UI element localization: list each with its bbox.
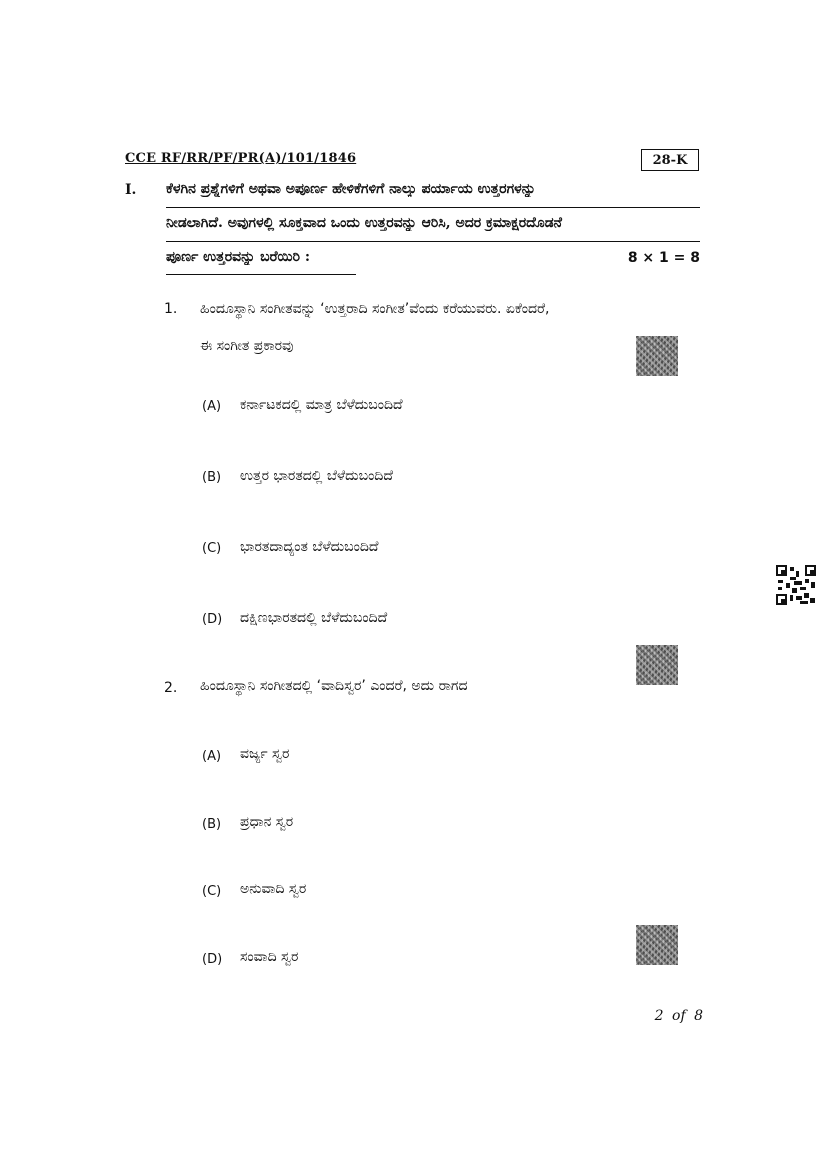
instruction-underline-1 [166, 207, 700, 208]
q2-option-c-label: (C) [202, 884, 222, 899]
question-2-text-line-1: ಹಿಂದೂಸ್ಥಾನಿ ಸಂಗೀತದಲ್ಲಿ ‘ವಾದಿಸ್ವರ’ ಎಂದರೆ, ಅದು ರಾಗದ [200, 678, 468, 694]
instruction-underline-3 [166, 274, 356, 275]
q1-option-a-text: ಕರ್ನಾಟಕದಲ್ಲಿ ಮಾತ್ರ ಬೆಳೆದುಬಂದಿದೆ [240, 397, 403, 413]
q1-option-c-label: (C) [202, 541, 222, 556]
q2-option-c-text: ಅನುವಾದಿ ಸ್ವರ [240, 881, 307, 897]
marks-allocation: 8 × 1 = 8 [627, 250, 700, 266]
noise-block-1 [636, 336, 678, 376]
q2-option-b-label: (B) [202, 817, 222, 832]
q1-option-a-label: (A) [202, 399, 222, 414]
section-number: I. [125, 182, 137, 198]
box-code [641, 149, 699, 171]
question-1-text-line-1: ಹಿಂದೂಸ್ಥಾನಿ ಸಂಗೀತವನ್ನು ‘ಉತ್ತರಾದಿ ಸಂಗೀತ’ವೆಂದು ಕರೆಯುವರು. ಏಕೆಂದರೆ, [200, 301, 550, 317]
noise-block-3 [636, 925, 678, 965]
qr-code-icon [776, 565, 816, 605]
box-code-text: 28-K [652, 152, 688, 168]
q2-option-d-label: (D) [202, 952, 223, 967]
page-number: 2 of 8 [654, 1008, 703, 1024]
q2-option-a-text: ವರ್ಜ್ಯ ಸ್ವರ [240, 746, 290, 762]
q1-option-d-label: (D) [202, 612, 223, 627]
instruction-line-1: ಕೆಳಗಿನ ಪ್ರಶ್ನೆಗಳಿಗೆ ಅಥವಾ ಅಪೂರ್ಣ ಹೇಳಿಕೆಗಳಿಗೆ ನಾಲ್ಕು ಪರ್ಯಾಯ ಉತ್ತರಗಳನ್ನು [166, 181, 536, 197]
paper-code: CCE RF/RR/PF/PR(A)/101/1846 [125, 151, 357, 166]
q1-option-b-text: ಉತ್ತರ ಭಾರತದಲ್ಲಿ ಬೆಳೆದುಬಂದಿದೆ [240, 468, 393, 484]
question-2-number: 2. [164, 680, 178, 696]
q2-option-a-label: (A) [202, 749, 222, 764]
instruction-line-2: ನೀಡಲಾಗಿದೆ. ಅವುಗಳಲ್ಲಿ ಸೂಕ್ತವಾದ ಒಂದು ಉತ್ತರವನ್ನು ಆರಿಸಿ, ಅದರ ಕ್ರಮಾಕ್ಷರದೊಡನೆ [166, 215, 562, 231]
q1-option-c-text: ಭಾರತದಾದ್ಯಂತ ಬೆಳೆದುಬಂದಿದೆ [240, 539, 379, 555]
q2-option-d-text: ಸಂವಾದಿ ಸ್ವರ [240, 949, 299, 965]
q2-option-b-text: ಪ್ರಧಾನ ಸ್ವರ [240, 814, 294, 830]
instruction-line-3: ಪೂರ್ಣ ಉತ್ತರವನ್ನು ಬರೆಯಿರಿ : [166, 249, 311, 265]
noise-block-2 [636, 645, 678, 685]
instruction-underline-2 [166, 241, 700, 242]
q1-option-b-label: (B) [202, 470, 222, 485]
question-1-text-line-2: ಈ ಸಂಗೀತ ಪ್ರಕಾರವು [200, 338, 294, 354]
q1-option-d-text: ದಕ್ಷಿಣಭಾರತದಲ್ಲಿ ಬೆಳೆದುಬಂದಿದೆ [240, 610, 388, 626]
question-1-number: 1. [164, 301, 178, 317]
